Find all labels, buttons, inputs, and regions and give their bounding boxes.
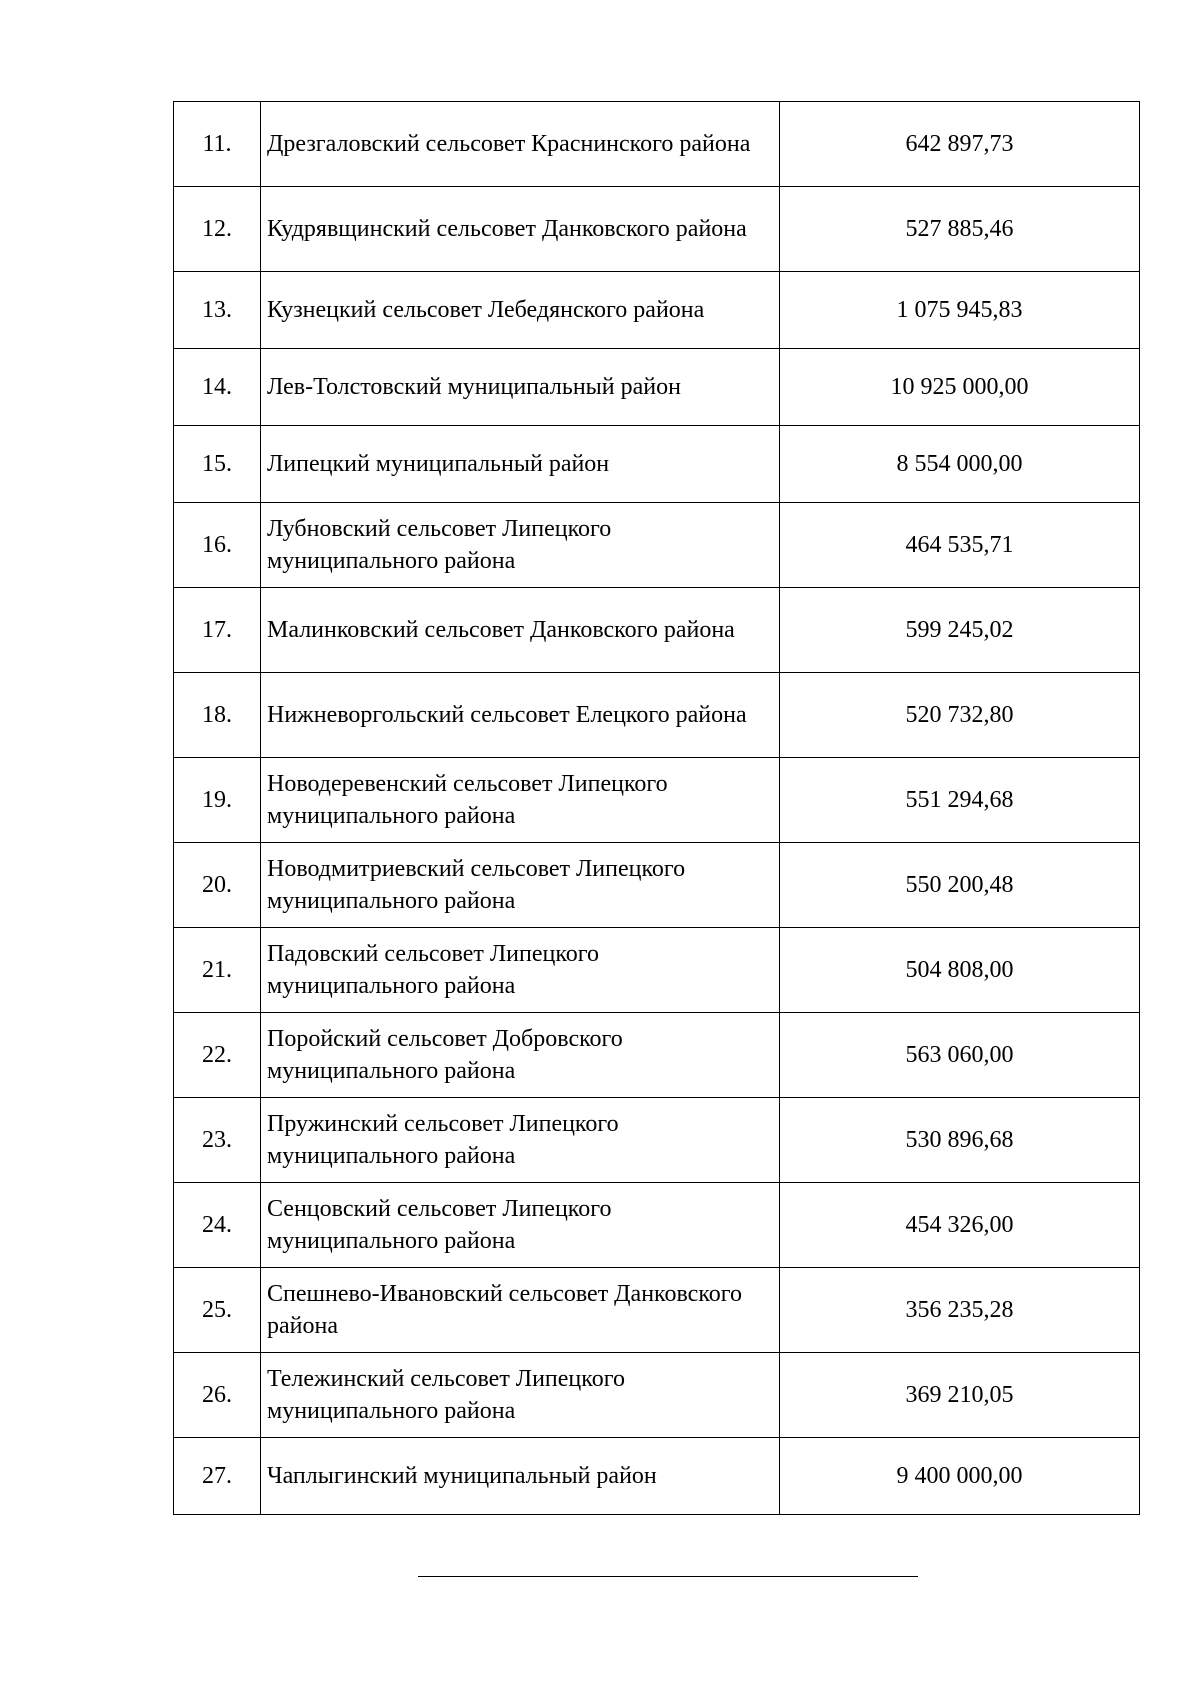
table-row <box>174 102 1140 187</box>
amount: 454 326,00 <box>780 1183 1140 1268</box>
row-number: 14. <box>174 349 261 426</box>
amount: 642 897,73 <box>780 102 1140 187</box>
row-number: 12. <box>174 187 261 272</box>
amount: 563 060,00 <box>780 1013 1140 1098</box>
row-number: 20. <box>174 843 261 928</box>
municipality-name: Нижневоргольский сельсовет Елецкого района <box>261 673 780 758</box>
row-number: 11. <box>174 102 261 187</box>
municipality-name: Новодмитриевский сельсовет Липецкого муниципального района <box>261 843 780 928</box>
row-number: 21. <box>174 928 261 1013</box>
row-number: 13. <box>174 272 261 349</box>
amount: 551 294,68 <box>780 758 1140 843</box>
amount: 9 400 000,00 <box>780 1438 1140 1515</box>
amount: 464 535,71 <box>780 503 1140 588</box>
amount: 520 732,80 <box>780 673 1140 758</box>
table-row <box>174 1098 1140 1183</box>
row-number: 25. <box>174 1268 261 1353</box>
amount: 527 885,46 <box>780 187 1140 272</box>
municipality-name: Липецкий муниципальный район <box>261 426 780 503</box>
table-row <box>174 187 1140 272</box>
amount: 599 245,02 <box>780 588 1140 673</box>
table-row <box>174 1183 1140 1268</box>
table-row <box>174 1013 1140 1098</box>
row-number: 19. <box>174 758 261 843</box>
municipality-name: Кудрявщинский сельсовет Данковского района <box>261 187 780 272</box>
municipality-name: Пружинский сельсовет Липецкого муниципального района <box>261 1098 780 1183</box>
subsidy-table <box>173 101 1140 1515</box>
table-row <box>174 1268 1140 1353</box>
municipality-name: Сенцовский сельсовет Липецкого муниципального района <box>261 1183 780 1268</box>
table-row <box>174 928 1140 1013</box>
amount: 550 200,48 <box>780 843 1140 928</box>
municipality-name: Спешнево-Ивановский сельсовет Данковского района <box>261 1268 780 1353</box>
amount: 356 235,28 <box>780 1268 1140 1353</box>
row-number: 23. <box>174 1098 261 1183</box>
table-row <box>174 843 1140 928</box>
municipality-name: Дрезгаловский сельсовет Краснинского района <box>261 102 780 187</box>
amount: 10 925 000,00 <box>780 349 1140 426</box>
table-row <box>174 588 1140 673</box>
row-number: 26. <box>174 1353 261 1438</box>
table-row <box>174 503 1140 588</box>
row-number: 18. <box>174 673 261 758</box>
amount: 530 896,68 <box>780 1098 1140 1183</box>
municipality-name: Чаплыгинский муниципальный район <box>261 1438 780 1515</box>
row-number: 27. <box>174 1438 261 1515</box>
table-row <box>174 1353 1140 1438</box>
table-row <box>174 349 1140 426</box>
subsidy-table-body <box>174 102 1140 1515</box>
closing-rule-divider <box>418 1576 918 1577</box>
municipality-name: Тележинский сельсовет Липецкого муниципального района <box>261 1353 780 1438</box>
table-row <box>174 272 1140 349</box>
municipality-name: Лубновский сельсовет Липецкого муниципального района <box>261 503 780 588</box>
municipality-name: Поройский сельсовет Добровского муниципального района <box>261 1013 780 1098</box>
table-row <box>174 1438 1140 1515</box>
municipality-name: Малинковский сельсовет Данковского района <box>261 588 780 673</box>
amount: 504 808,00 <box>780 928 1140 1013</box>
row-number: 22. <box>174 1013 261 1098</box>
row-number: 24. <box>174 1183 261 1268</box>
municipality-name: Кузнецкий сельсовет Лебедянского района <box>261 272 780 349</box>
table-row <box>174 673 1140 758</box>
amount: 8 554 000,00 <box>780 426 1140 503</box>
amount: 1 075 945,83 <box>780 272 1140 349</box>
municipality-name: Падовский сельсовет Липецкого муниципального района <box>261 928 780 1013</box>
row-number: 17. <box>174 588 261 673</box>
row-number: 16. <box>174 503 261 588</box>
row-number: 15. <box>174 426 261 503</box>
table-row <box>174 758 1140 843</box>
municipality-name: Лев-Толстовский муниципальный район <box>261 349 780 426</box>
amount: 369 210,05 <box>780 1353 1140 1438</box>
table-row <box>174 426 1140 503</box>
municipality-name: Новодеревенский сельсовет Липецкого муниципального района <box>261 758 780 843</box>
